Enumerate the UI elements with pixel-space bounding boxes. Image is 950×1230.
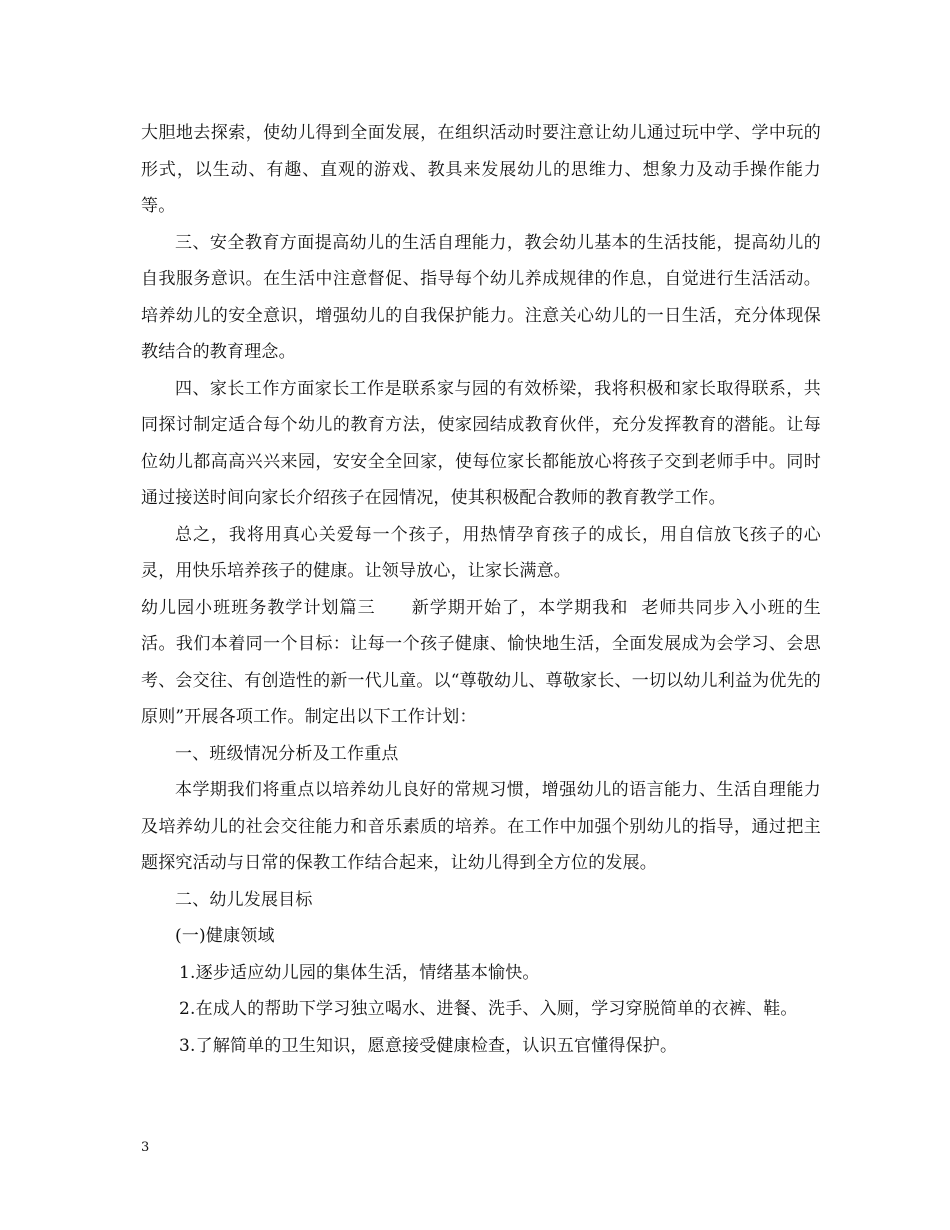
list-item-2: 2.在成人的帮助下学习独立喝水、进餐、洗手、入厕，学习穿脱简单的衣裤、鞋。 bbox=[179, 999, 798, 1019]
paragraph-2: 三、安全教育方面提高幼儿的生活自理能力，教会幼儿基本的生活技能，提高幼儿的自我服务意识。在生活中注意督促、指导每个幼儿养成规律的作息，自觉进行生活活动。培养幼儿的安全意识，增强幼儿的自我保护能力。注意关心幼儿的一日生活，充分体现保教结合的教育理念。 bbox=[141, 232, 821, 362]
subsection-heading-health: (一)健康领域 bbox=[175, 926, 275, 946]
page-number: 3 bbox=[141, 1140, 150, 1155]
paragraph-1: 大胆地去探索，使幼儿得到全面发展，在组织活动时要注意让幼儿通过玩中学、学中玩的形式，以生动、有趣、直观的游戏、教具来发展幼儿的思维力、想象力及动手操作能力等。 bbox=[141, 123, 821, 216]
list-item-3: 3.了解简单的卫生知识，愿意接受健康检查，认识五官懂得保护。 bbox=[179, 1035, 678, 1056]
section-heading-1: 一、班级情况分析及工作重点 bbox=[175, 743, 399, 764]
list-item-1: 1.逐步适应幼儿园的集体生活，情绪基本愉快。 bbox=[179, 962, 540, 983]
paragraph-6: 本学期我们将重点以培养幼儿良好的常规习惯，增强幼儿的语言能力、生活自理能力及培养幼儿的社会交往能力和音乐素质的培养。在工作中加强个别幼儿的指导，通过把主题探究活动与日常的保教工作结合起来，让幼儿得到全方位的发展。 bbox=[141, 780, 821, 873]
paragraph-5: 幼儿园小班班务教学计划篇三 新学期开始了，本学期我和 老师共同步入小班的生活。我们本着同一个目标：让每一个孩子健康、愉快地生活，全面发展成为会学习、会思考、会交往、有创造性的新一代儿童。以“尊敬幼儿、尊敬家长、一切以幼儿利益为优先的原则”开展各项工作。制定出以下工作计划： bbox=[141, 597, 821, 727]
paragraph-4: 总之，我将用真心关爱每一个孩子，用热情孕育孩子的成长，用自信放飞孩子的心灵，用快乐培养孩子的健康。让领导放心，让家长满意。 bbox=[141, 524, 821, 581]
paragraph-3: 四、家长工作方面家长工作是联系家与园的有效桥梁，我将积极和家长取得联系，共同探讨制定适合每个幼儿的教育方法，使家园结成教育伙伴，充分发挥教育的潜能。让每位幼儿都高高兴兴来园，安安全全回家，使每位家长都能放心将孩子交到老师手中。同时通过接送时间向家长介绍孩子在园情况，使其积极配合教师的教育教学工作。 bbox=[141, 378, 821, 508]
section-heading-2: 二、幼儿发展目标 bbox=[175, 889, 313, 910]
page-body bbox=[141, 115, 821, 1064]
